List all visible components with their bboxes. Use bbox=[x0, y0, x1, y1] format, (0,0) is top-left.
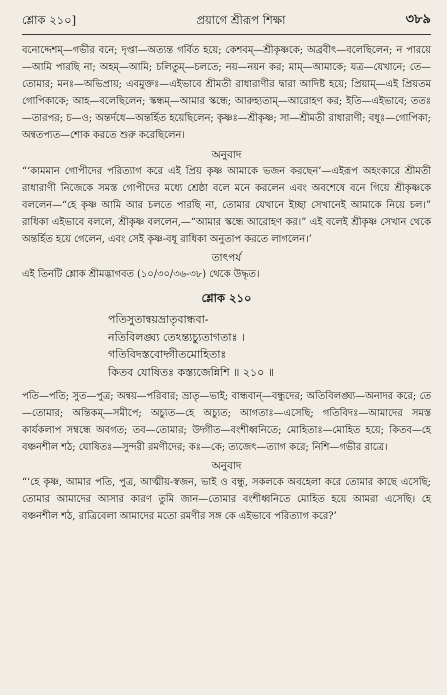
verse-line: পতিসুতান্বয়ভ্রাতৃবান্ধবা- bbox=[108, 313, 209, 327]
chapter-verse-ref: শ্লোক ২১০] bbox=[22, 13, 77, 27]
word-meaning-paragraph-2: পতি—পতি; সুত—পুত্র; অন্বয়—পরিবার; ভ্রাতৃ—ভাই; বান্ধবান্—বন্ধুদের; অতিবিলঙ্ঘ্য—অনাদর করে; তে—তোমার; অন্তিকম্—সমীপে; অচ্যুত—হে অচ্যুত; আগতাঃ—এসেছি; গতিবিদঃ—আমাদের সমস্ত কার্যকলাপ সম্বন্ধে অবগত; তব—তোমার; উদ্গীত—বংশীধ্বনিতে; মোহিতাঃ—মোহিত হয়ে; কিতব—হে বঞ্চনশীল শঠ; যোষিতঃ—সুন্দরী রমণীদের; কঃ—কে; ত্যজেৎ—ত্যাগ করে; নিশি—গভীর রাত্রে। bbox=[22, 390, 431, 453]
verse-line: গতিবিদস্তবোদ্গীতমোহিতাঃ bbox=[108, 348, 227, 362]
verse-line: নতিবিলঙ্ঘ্য তেঽন্ত্যচ্যুতাগতাঃ । bbox=[108, 330, 245, 344]
running-title: প্রয়াগে শ্রীরূপ শিক্ষা bbox=[196, 13, 286, 27]
translation-heading-2: অনুবাদ bbox=[211, 459, 242, 472]
translation-paragraph-2: “‘হে কৃষ্ণ, আমার পতি, পুত্র, আত্মীয়-স্বজন, ভাই ও বন্ধু, সকলকে অবহেলা করে তোমার কাছে এসেছি; তোমার আমাদের আসার কারণ তুমি জান—তোমার বংশীধ্বনিতে মোহিত হয়ে আমরা এসেছি। হে বঞ্চনশীল শঠ, রাত্রিবেলা আমাদের মতো রমণীর সঙ্গ কে এইভাবে পরিত্যাগ করে?’ bbox=[22, 476, 431, 523]
purport-heading: তাৎপর্য bbox=[211, 252, 242, 265]
purport-paragraph: এই তিনটি শ্লোক শ্রীমদ্ভাগবত (১০/৩০/৩৬-৩৮) থেকে উদ্ধৃত। bbox=[22, 269, 260, 281]
verse-line: কিতব যোষিতঃ কস্ত্যজেন্নিশি ॥ ২১০ ॥ bbox=[108, 365, 275, 379]
translation-heading-1: অনুবাদ bbox=[211, 148, 242, 161]
page-number: ৩৮৯ bbox=[405, 12, 431, 27]
verse-title: শ্লোক ২১০ bbox=[201, 291, 252, 306]
word-meaning-paragraph-1: বনোদ্দেশম্—গভীর বনে; দৃপ্তা—অত্যন্ত গর্বিত হয়ে; কেশবম্—শ্রীকৃষ্ণকে; অব্রবীৎ—বলেছিলেন; ন পারয়ে—আমি পারছি না; অহম্—আমি; চলিতুম্—চলতে; নয়—নয়ন কর; মাম্—আমাকে; যত্র—যেখানে; তে—তোমার; মনঃ—অভিপ্রায়; এবমুক্তঃ—এইভাবে শ্রীমতী রাধারাণীর দ্বারা আদিষ্ট হয়ে; প্রিয়াম্—এই প্রিয়তম গোপিকাকে; আহ—বলেছিলেন; স্কন্ধম্—আমার স্কন্ধে; আরুহ্যতাম্—আরোহণ কর; ইতি—এইভাবে; ততঃ—তারপর; চ—ও; অন্তর্দধে—অন্তর্হিত হয়েছিলেন; কৃষ্ণঃ—শ্রীকৃষ্ণ; সা—শ্রীমতী রাধারাণী; বধূঃ—গোপিকা; অন্বতপ্যত—শোক করতে শুরু করেছিলেন। bbox=[22, 45, 431, 142]
page-header bbox=[22, 14, 431, 31]
sanskrit-verse bbox=[22, 311, 431, 381]
translation-paragraph-1: “‘কামমান গোপীদের পরিত্যাগ করে এই প্রিয় কৃষ্ণ আমাকে ভজন করছেন’—এইরূপ অহংকারে শ্রীমতী রাধারাণী নিজেকে সমস্ত গোপীদের মধ্যে শ্রেষ্ঠা বলে মনে করলেন এবং অবশেষে বনে গিয়ে শ্রীকৃষ্ণকে বললেন—“হে কৃষ্ণ আমি আর চলতে পারছি না, তোমার যেখানে ইচ্ছা সেখানেই আমাকে নিয়ে চল।” রাধিকা এইভাবে বললে, শ্রীকৃষ্ণ বললেন,—“আমার স্কন্ধে আরোহণ কর।” এই বলেই শ্রীকৃষ্ণ সেখান থেকে অন্তর্হিত হয়ে গেলেন, এবং সেই কৃষ্ণ-বধূ রাধিকা অনুতাপ করতে লাগলেন।’ bbox=[22, 165, 431, 245]
header-rule bbox=[22, 34, 431, 35]
